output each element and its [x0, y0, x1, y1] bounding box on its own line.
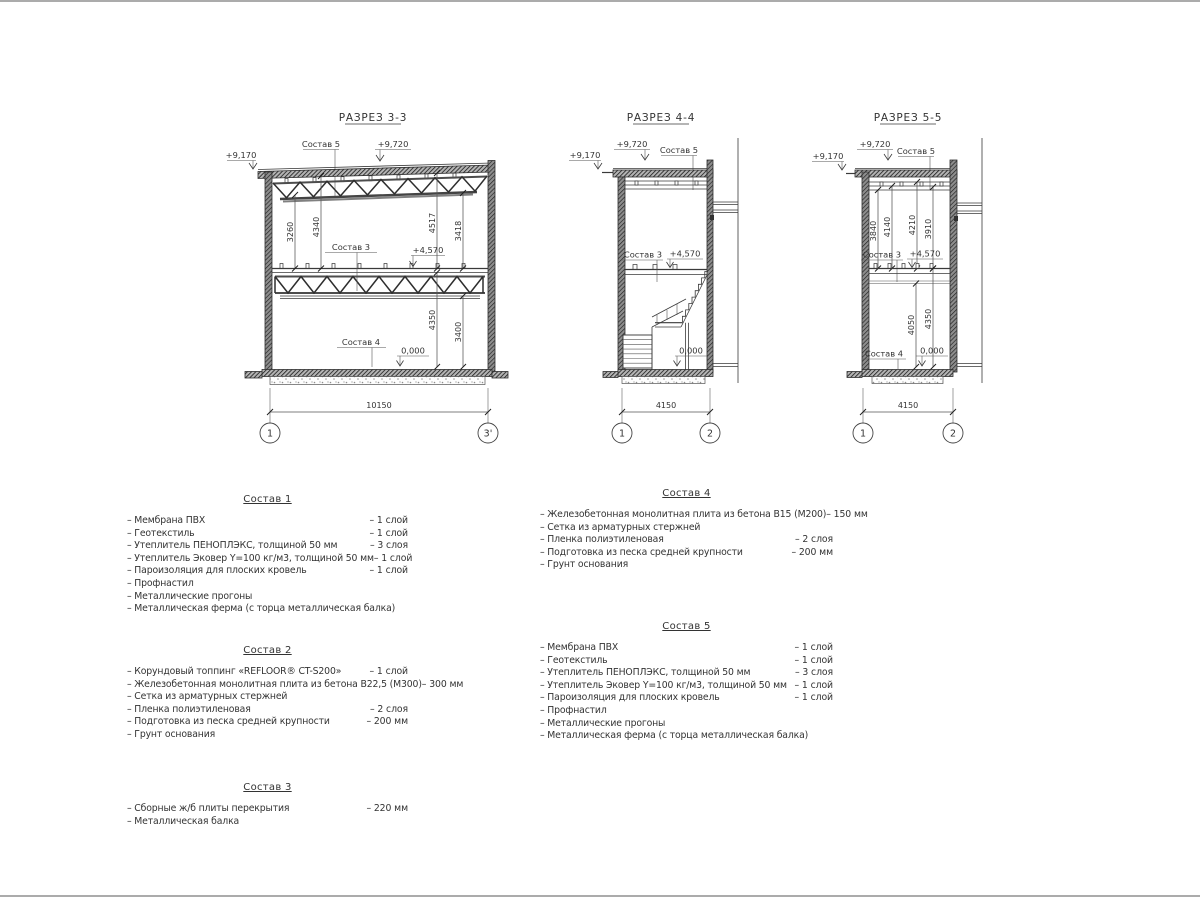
- section-title: РАЗРЕЗ 4-4: [626, 112, 696, 124]
- roof: [613, 169, 713, 178]
- item-value: – 1 слой: [369, 515, 408, 526]
- item-value: – 2 слоя: [369, 703, 408, 715]
- item-value: – 3 слоя: [794, 667, 833, 679]
- composition-item: [540, 534, 833, 547]
- item-name: – Металлические прогоны: [127, 590, 253, 602]
- elevation-left-group: [569, 150, 613, 173]
- callout-roof-label: Состав 5: [301, 139, 341, 149]
- composition-item: [127, 716, 408, 729]
- item-name: – Грунт основания: [540, 559, 629, 571]
- axis-label: 2: [706, 428, 714, 440]
- dim-value: 4050: [907, 314, 916, 336]
- composition-title: Состав 2: [243, 645, 292, 656]
- section-3-3-title: [339, 112, 407, 124]
- item-name: – Мембрана ПВХ: [540, 642, 619, 653]
- composition-item: [127, 603, 408, 616]
- section-title: РАЗРЕЗ 3-3: [338, 112, 408, 124]
- vertical-dimensions-lower: [428, 270, 466, 371]
- composition-item: [540, 642, 833, 655]
- elevation-top-label: +9,720: [859, 139, 891, 149]
- item-name: – Геотекстиль: [540, 654, 608, 666]
- composition-title: Состав 3: [243, 782, 292, 793]
- roof-band: [613, 170, 713, 177]
- item-value: – 1 слой: [794, 642, 833, 653]
- level-zero-label: 0,000: [920, 345, 944, 356]
- item-value: – 1 слой: [369, 565, 408, 577]
- axis-label: 3': [483, 428, 493, 440]
- sand-bed: [872, 377, 943, 384]
- composition-item: [540, 559, 833, 572]
- axis-label: 1: [618, 428, 626, 440]
- composition-item: [127, 578, 408, 591]
- item-name: – Металлическая ферма (с торца металлическая балка): [540, 730, 809, 742]
- slab-wing-left: [603, 372, 618, 378]
- composition-item: [540, 718, 833, 731]
- slab-band: [862, 370, 953, 377]
- composition-item: [540, 730, 833, 743]
- composition-item: [127, 803, 408, 816]
- sand-bed: [622, 377, 705, 384]
- axis-label: 1: [859, 428, 867, 440]
- composition-item: [127, 591, 408, 604]
- item-name: – Утеплитель ПЕНОПЛЭКС, толщиной 50 мм: [540, 667, 751, 679]
- item-name: – Профнастил: [540, 704, 607, 716]
- item-value: – 1 слой: [369, 666, 408, 677]
- dim-value: 4140: [883, 216, 892, 238]
- callout-roof-label: Состав 5: [659, 145, 699, 155]
- dim-value: 4340: [312, 216, 321, 238]
- dim-value: 4517: [428, 212, 437, 234]
- item-name: – Утеплитель Эковер Y=100 кг/м3, толщиной 50 мм: [540, 679, 787, 691]
- slab-band: [262, 370, 492, 377]
- item-name: – Геотекстиль: [127, 527, 195, 539]
- horizontal-dimension: [267, 388, 491, 423]
- level-mid-label: +4,570: [412, 245, 444, 255]
- item-name: – Пароизоляция для плоских кровель: [540, 692, 720, 704]
- roof-band: [258, 165, 492, 179]
- item-name: – Подготовка из песка средней крупности: [540, 546, 743, 558]
- elevation-top-group: [857, 139, 893, 160]
- callout-mid-group: [621, 250, 663, 283]
- elevation-left-label: +9,170: [812, 151, 844, 161]
- composition-item: [127, 515, 408, 528]
- stair-stringer: [681, 275, 707, 327]
- callout-mid-label: Состав 3: [862, 249, 902, 260]
- level-mid-group: [410, 245, 446, 267]
- wall-right: [707, 160, 713, 372]
- slab-wing-right: [492, 372, 508, 379]
- item-name: – Сетка из арматурных стержней: [540, 521, 701, 533]
- item-value: – 300 мм: [421, 678, 464, 690]
- axis-bubbles: [260, 423, 498, 443]
- level-zero-label: 0,000: [679, 345, 703, 356]
- dim-value: 4210: [908, 214, 917, 236]
- dim-value: 3418: [454, 220, 463, 242]
- callout-roof-group: [660, 145, 698, 190]
- roof: [258, 163, 492, 179]
- composition-item: [127, 691, 408, 704]
- item-value: – 200 мм: [366, 716, 408, 728]
- callout-floor-group: [337, 337, 386, 367]
- item-name: – Пленка полиэтиленовая: [127, 703, 251, 715]
- composition-item: [127, 729, 408, 742]
- callout-mid-label: Состав 3: [331, 242, 371, 252]
- axis-label: 1: [266, 428, 274, 440]
- composition-item: [540, 692, 833, 705]
- composition-item: [540, 667, 833, 680]
- level-zero-label: 0,000: [401, 345, 425, 356]
- dim-value: 4350: [924, 308, 933, 330]
- roof-underside: [625, 181, 707, 189]
- item-value: – 200 мм: [791, 546, 833, 558]
- stair-upper-flight: [682, 272, 708, 323]
- item-name: – Пароизоляция для плоских кровель: [127, 565, 307, 577]
- axis-bubbles: [853, 423, 963, 443]
- callout-floor-label: Состав 4: [864, 348, 904, 359]
- composition-title: Состав 4: [662, 488, 711, 499]
- item-value: – 2 слоя: [794, 534, 833, 546]
- dim-value: 3400: [454, 321, 463, 343]
- item-value: – 1 слой: [794, 654, 833, 666]
- section-title: РАЗРЕЗ 5-5: [873, 112, 943, 124]
- composition-item: [127, 552, 413, 566]
- elevation-top-group: [614, 139, 650, 160]
- callout-floor-label: Состав 4: [341, 337, 381, 347]
- roof: [855, 169, 957, 178]
- adjacent-structure: [710, 138, 738, 383]
- mid-floor: [869, 264, 950, 284]
- item-name: – Пленка полиэтиленовая: [540, 534, 664, 546]
- section-3-3: [225, 105, 525, 450]
- composition-item: [540, 655, 833, 668]
- level-mid-group: [907, 249, 943, 268]
- composition-item: [127, 540, 408, 553]
- elevation-left-label: +9,170: [569, 150, 601, 160]
- composition-list-3: [127, 782, 408, 828]
- horizontal-dimension: [860, 388, 956, 423]
- slab-wing-left: [245, 372, 262, 379]
- item-name: – Профнастил: [127, 577, 194, 589]
- composition-item: [127, 816, 408, 829]
- dim-value: 3840: [869, 220, 878, 242]
- item-name: – Подготовка из песка средней крупности: [127, 716, 330, 728]
- composition-list-2: [127, 645, 464, 742]
- item-value: – 1 слой: [369, 527, 408, 539]
- roof-band: [855, 170, 957, 177]
- callout-mid-label: Состав 3: [623, 249, 663, 260]
- section-5-5-title: [874, 112, 942, 124]
- window-bottom-edge: [0, 895, 1200, 897]
- adjacent-structure: [954, 138, 982, 383]
- item-name: – Грунт основания: [127, 728, 216, 740]
- composition-item: [127, 565, 408, 578]
- elevation-left-group: [812, 151, 857, 174]
- ground-slab: [847, 370, 953, 384]
- composition-item: [540, 547, 833, 560]
- truss-web: [275, 277, 483, 294]
- elevation-left-label: +9,170: [225, 150, 257, 160]
- width-dim: 4150: [655, 401, 677, 410]
- width-dim: 4150: [897, 401, 919, 410]
- wall-left: [862, 172, 869, 372]
- ground-slab: [603, 370, 713, 384]
- dim-value: 3910: [924, 218, 933, 240]
- mid-floor: [625, 265, 707, 275]
- composition-item: [540, 509, 868, 522]
- composition-list-1: [127, 494, 413, 616]
- ground-slab: [245, 370, 508, 385]
- level-zero-group: [674, 346, 708, 367]
- axis-label: 2: [949, 428, 957, 440]
- elevation-top-label: +9,720: [377, 139, 409, 149]
- elevation-top-label: +9,720: [616, 139, 648, 149]
- composition-list-4: [540, 488, 868, 572]
- level-mid-label: +4,570: [669, 248, 701, 259]
- item-name: – Металлическая балка: [127, 815, 240, 827]
- item-name: – Корундовый топпинг «REFLOOR® CT-S200»: [127, 666, 342, 677]
- section-4-4: [555, 105, 795, 450]
- wall-left: [265, 172, 272, 372]
- item-value: – 150 мм: [826, 509, 868, 520]
- stair-railing: [652, 299, 686, 317]
- elevation-left-group: [226, 150, 257, 169]
- item-value: – 1 слой: [794, 679, 833, 691]
- callout-roof-label: Состав 5: [896, 146, 936, 156]
- horizontal-dimension: [619, 388, 713, 423]
- item-name: – Металлическая ферма (с торца металлическая балка): [127, 603, 396, 615]
- item-value: – 1 слой: [794, 692, 833, 704]
- composition-item: [540, 705, 833, 718]
- item-name: – Сборные ж/б плиты перекрытия: [127, 803, 290, 814]
- dim-value: 3260: [286, 221, 295, 243]
- composition-list-5: [540, 621, 833, 743]
- slab-band: [618, 370, 713, 377]
- composition-item: [127, 528, 408, 541]
- section-4-4-title: [627, 112, 695, 124]
- window-top-edge: [0, 0, 1200, 2]
- item-name: – Сетка из арматурных стержней: [127, 691, 288, 703]
- item-value: – 220 мм: [366, 803, 408, 814]
- wall-right: [950, 160, 957, 372]
- mid-floor: [272, 264, 488, 299]
- roof-underside: [869, 182, 950, 190]
- dim-value: 4350: [428, 309, 437, 331]
- level-zero-group: [397, 346, 430, 367]
- item-name: – Железобетонная монолитная плита из бетона В15 (М200): [540, 509, 827, 520]
- level-mid-group: [667, 249, 704, 268]
- elevation-top-group: [375, 139, 411, 161]
- level-zero-group: [916, 346, 948, 367]
- item-value: – 1 слой: [373, 552, 413, 564]
- axis-bubbles: [612, 423, 720, 443]
- wall-right: [488, 161, 495, 373]
- slab-wing-left: [847, 372, 862, 378]
- composition-item: [540, 680, 833, 693]
- composition-item: [127, 666, 408, 679]
- item-value: – 3 слоя: [369, 540, 408, 552]
- item-name: – Железобетонная монолитная плита из бетона В22,5 (М300): [127, 678, 422, 690]
- composition-item: [540, 522, 833, 535]
- composition-title: Состав 5: [662, 621, 711, 632]
- level-mid-label: +4,570: [909, 248, 941, 259]
- composition-item: [127, 678, 464, 692]
- item-name: – Утеплитель Эковер Y=100 кг/м3, толщиной 50 мм: [127, 552, 374, 564]
- item-name: – Мембрана ПВХ: [127, 515, 206, 526]
- composition-item: [127, 704, 408, 717]
- width-dim: 10150: [366, 401, 392, 410]
- composition-title: Состав 1: [243, 494, 292, 505]
- item-name: – Металлические прогоны: [540, 717, 666, 729]
- sand-bed: [270, 377, 485, 385]
- section-5-5: [800, 105, 1040, 450]
- item-name: – Утеплитель ПЕНОПЛЭКС, толщиной 50 мм: [127, 540, 338, 552]
